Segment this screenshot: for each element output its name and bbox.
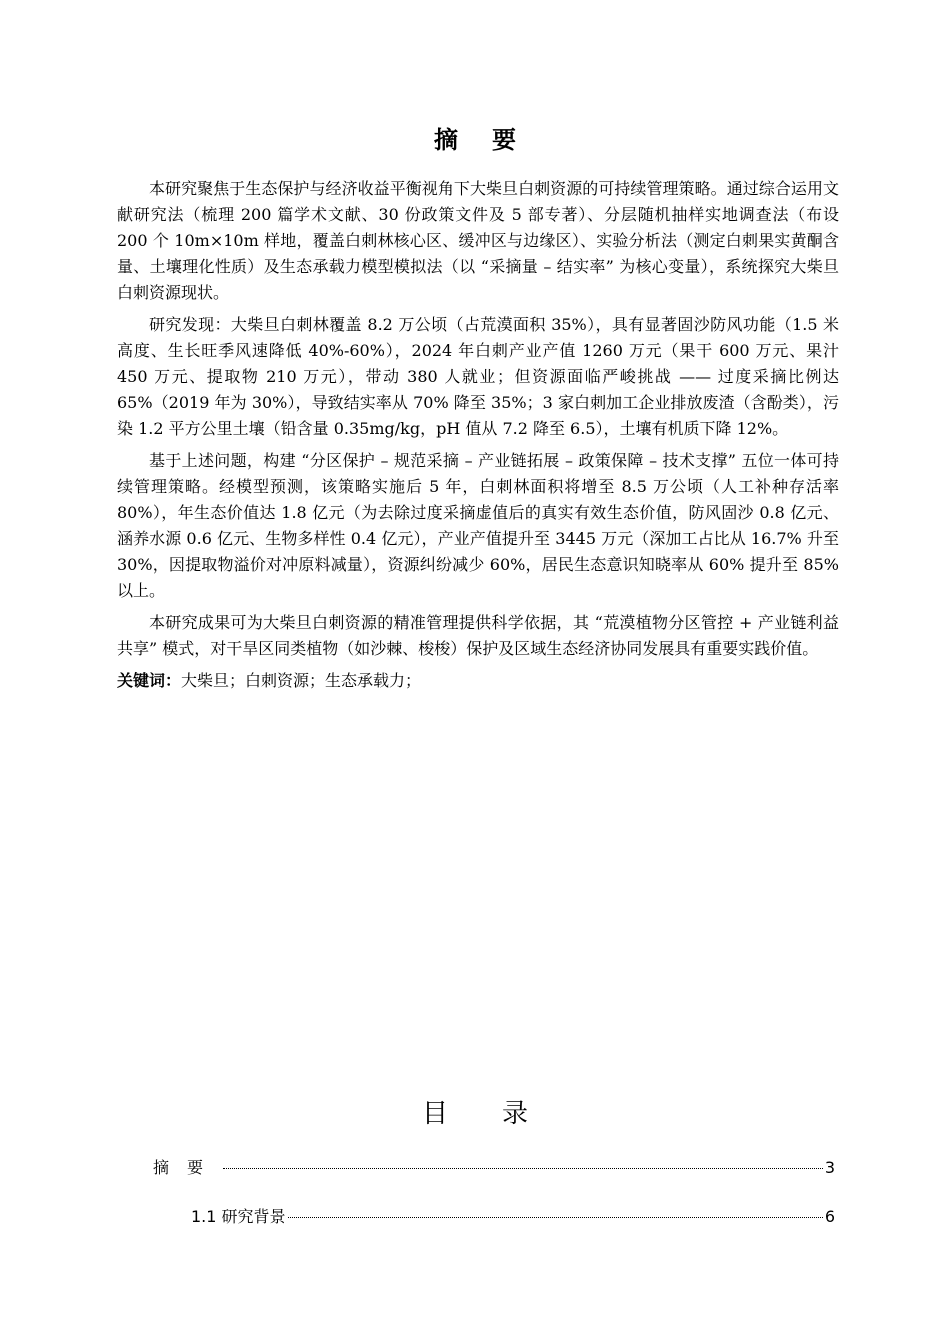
abstract-paragraph-3: 基于上述问题，构建 “分区保护 – 规范采摘 – 产业链拓展 – 政策保障 – 技术支撑” 五位一体可持续管理策略。经模型预测，该策略实施后 5 年，白刺林面积将增至 8.5 万公顷（人工补种存活率 80%），年生态价值达 1.8 亿元（为去除过度采摘虚值后的真实有效生态价值，防风固沙 0.8 亿元、涵养水源 0.6 亿元、生物多样性 0.4 亿元），产业产值提升至 3445 万元（深加工占比从 16.7% 升至 30%，因提取物溢价对冲原料减量），资源纠纷减少 60%，居民生态意识知晓率从 60% 提升至 85% 以上。 (117, 451, 839, 600)
toc-entry-page: 3 (824, 1158, 835, 1177)
abstract-paragraph-1: 本研究聚焦于生态保护与经济收益平衡视角下大柴旦白刺资源的可持续管理策略。通过综合运用文献研究法（梳理 200 篇学术文献、30 份政策文件及 5 部专著）、分层随机抽样实地调查法（布设 200 个 10m×10m 样地，覆盖白刺林核心区、缓冲区与边缘区）、实验分析法（测定白刺果实黄酮含量、土壤理化性质）及生态承载力模型模拟法（以 “采摘量 – 结实率” 为核心变量），系统探究大柴旦白刺资源现状。 (117, 179, 839, 302)
toc-entry-abstract[interactable] (153, 1157, 835, 1179)
toc-dot-leader (223, 1168, 823, 1169)
abstract-title: 摘要 (434, 126, 550, 154)
keywords-label: 关键词： (117, 671, 182, 690)
keywords-text: 大柴旦；白刺资源；生态承载力； (181, 671, 422, 690)
toc-title: 目录 (421, 1099, 582, 1129)
toc-entry-research-background[interactable] (191, 1206, 835, 1228)
toc-dot-leader (288, 1217, 823, 1218)
toc-entry-label: 1.1 研究背景 (191, 1207, 286, 1226)
toc-entry-page: 6 (824, 1207, 835, 1226)
abstract-body (117, 176, 839, 694)
abstract-paragraph-2: 研究发现：大柴旦白刺林覆盖 8.2 万公顷（占荒漠面积 35%），具有显著固沙防风功能（1.5 米高度、生长旺季风速降低 40%-60%），2024 年白刺产业产值 1260 万元（果干 600 万元、果汁 450 万元、提取物 210 万元），带动 380 人就业；但资源面临严峻挑战 —— 过度采摘比例达 65%（2019 年为 30%），导致结实率从 70% 降至 35%；3 家白刺加工企业排放废渣（含酚类），污染 1.2 平方公里土壤（铅含量 0.35mg/kg，pH 值从 7.2 降至 6.5），土壤有机质下降 12%。 (117, 315, 839, 438)
toc-entry-label: 摘要 (153, 1158, 222, 1177)
keywords-line (117, 668, 839, 694)
abstract-paragraph-4: 本研究成果可为大柴旦白刺资源的精准管理提供科学依据，其 “荒漠植物分区管控 + 产业链利益共享” 模式，对干旱区同类植物（如沙棘、梭梭）保护及区域生态经济协同发展具有重要实践价值。 (117, 613, 839, 658)
